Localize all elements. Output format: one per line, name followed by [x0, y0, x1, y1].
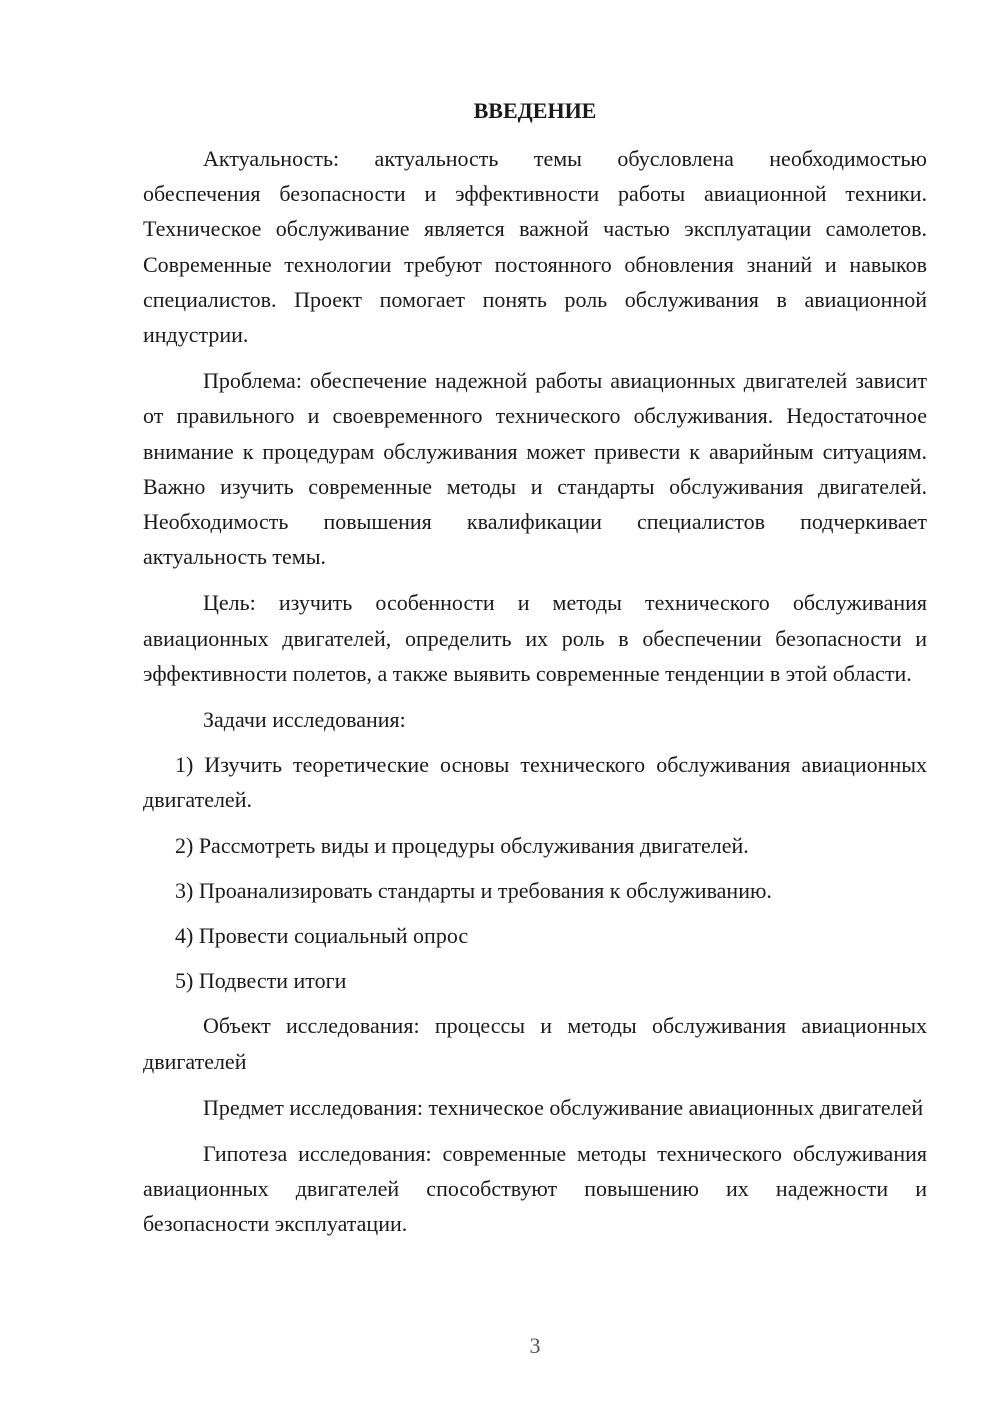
paragraph-subject: Предмет исследования: техническое обслуживание авиационных двигателей: [203, 1094, 924, 1120]
tasks-heading: Задачи исследования:: [203, 707, 406, 733]
list-item: 1) Изучить теоретические основы технического обслуживания авиационных двигателей.: [143, 752, 927, 813]
list-item: 4) Провести социальный опрос: [175, 923, 469, 949]
page-title: ВВЕДЕНИЕ: [473, 98, 597, 123]
page-content: [143, 95, 927, 1253]
paragraph-goal: Цель: изучить особенности и методы технического обслуживания авиационных двигателей, определить их роль в обеспечении безопасности и эффективности полетов, а также выявить современные тенденции в этой области.: [143, 590, 927, 686]
paragraph-relevance: Актуальность: актуальность темы обусловлена необходимостью обеспечения безопасности и эффективности работы авиационной техники. Техническое обслуживание является важной частью эксплуатации самолетов. Современные технологии требуют постоянного обновления знаний и навыков специалистов. Проект помогает понять роль обслуживания в авиационной индустрии.: [143, 146, 927, 348]
paragraph-problem: Проблема: обеспечение надежной работы авиационных двигателей зависит от правильного и своевременного технического обслуживания. Недостаточное внимание к процедурам обслуживания может привести к аварийным ситуациям. Важно изучить современные методы и стандарты обслуживания двигателей. Необходимость повышения квалификации специалистов подчеркивает актуальность темы.: [143, 368, 927, 570]
paragraph-object: Объект исследования: процессы и методы обслуживания авиационных двигателей: [143, 1013, 927, 1074]
list-item: 2) Рассмотреть виды и процедуры обслуживания двигателей.: [175, 832, 749, 858]
tasks-list: [143, 747, 927, 998]
list-item: 5) Подвести итоги: [175, 968, 347, 994]
paragraph-hypothesis: Гипотеза исследования: современные методы технического обслуживания авиационных двигателей способствуют повышению их надежности и безопасности эксплуатации.: [143, 1141, 927, 1237]
list-item: 3) Проанализировать стандарты и требования к обслуживанию.: [175, 877, 772, 903]
page-number: 3: [529, 1333, 541, 1358]
